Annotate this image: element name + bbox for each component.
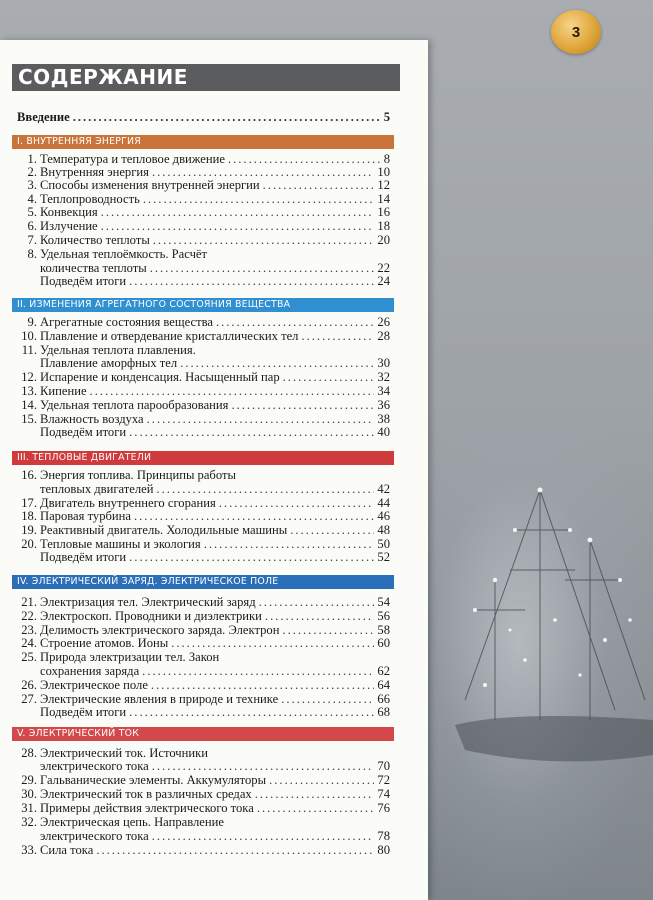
toc-entry[interactable] — [17, 550, 390, 564]
toc-entry-page: 14 — [377, 192, 390, 206]
toc-entry[interactable] — [17, 509, 390, 523]
toc-entry-page: 20 — [377, 233, 390, 247]
toc-entry-title: Электризация тел. Электрический заряд — [40, 595, 256, 609]
toc-entry-title: Тепловые машины и экология — [40, 537, 201, 551]
toc-entry-number: 20. — [21, 537, 37, 551]
toc-entry-title: Подведём итоги — [40, 425, 127, 439]
toc-entry-page: 18 — [377, 219, 390, 233]
toc-entry-page: 40 — [377, 425, 390, 439]
toc-entry-page: 10 — [377, 165, 390, 179]
toc-entry[interactable] — [17, 787, 390, 801]
toc-entry-page: 52 — [377, 550, 390, 564]
toc-entry[interactable] — [17, 496, 390, 510]
toc-intro-page: 5 — [383, 110, 390, 124]
toc-entry[interactable] — [17, 746, 390, 760]
section-header: IV. ЭЛЕКТРИЧЕСКИЙ ЗАРЯД. ЭЛЕКТРИЧЕСКОЕ ПОЛЕ — [12, 575, 394, 589]
toc-entry[interactable] — [17, 523, 390, 537]
toc-entry[interactable] — [17, 274, 390, 288]
toc-entry-page: 58 — [377, 623, 390, 637]
toc-entry-number: 11. — [21, 343, 37, 357]
toc-entry-page: 54 — [377, 595, 390, 609]
toc-entry-number: 32. — [21, 815, 37, 829]
toc-entry-page: 80 — [377, 843, 390, 857]
contents-page — [0, 40, 428, 900]
page-number-badge: 3 — [551, 10, 601, 54]
toc-entry-number: 1. — [27, 152, 37, 166]
toc-entry-page: 74 — [377, 787, 390, 801]
toc-entry-number: 18. — [21, 509, 37, 523]
toc-entry-number: 26. — [21, 678, 37, 692]
toc-entry-title: Кипение — [40, 384, 87, 398]
toc-entry-number: 9. — [27, 315, 37, 329]
toc-entry-title: Подведём итоги — [40, 550, 127, 564]
toc-entry[interactable] — [17, 233, 390, 247]
toc-entry[interactable] — [17, 678, 390, 692]
toc-entry-number: 24. — [21, 636, 37, 650]
toc-entry-number: 19. — [21, 523, 37, 537]
toc-entry[interactable] — [17, 773, 390, 787]
toc-entry[interactable] — [17, 650, 390, 664]
toc-entry-page: 34 — [377, 384, 390, 398]
toc-entry-page: 60 — [377, 636, 390, 650]
toc-entry[interactable] — [17, 537, 390, 551]
toc-entry[interactable] — [17, 152, 390, 166]
toc-entry[interactable] — [17, 247, 390, 261]
toc-entry-page: 26 — [377, 315, 390, 329]
toc-entry-title: Двигатель внутреннего сгорания — [40, 496, 216, 510]
toc-entry-title: Электрическая цепь. Направление — [40, 815, 224, 829]
toc-entry-page: 42 — [377, 482, 390, 496]
toc-entry-title: Электрический ток. Источники — [40, 746, 208, 760]
toc-entry-number: 2. — [27, 165, 37, 179]
toc-entry-number: 28. — [21, 746, 37, 760]
toc-intro-label: Введение — [17, 110, 70, 124]
toc-entry[interactable] — [17, 412, 390, 426]
toc-entry[interactable] — [17, 219, 390, 233]
toc-entry-title: Удельная теплота плавления. — [40, 343, 196, 357]
toc-entry[interactable] — [17, 705, 390, 719]
toc-entry-title: Электрическое поле — [40, 678, 148, 692]
toc-entry-page: 22 — [377, 261, 390, 275]
toc-entry[interactable] — [17, 370, 390, 384]
toc-entry-title: Конвекция — [40, 205, 98, 219]
toc-entry[interactable] — [17, 468, 390, 482]
toc-entry-number: 33. — [21, 843, 37, 857]
toc-entry-title: количества теплоты — [40, 261, 147, 275]
toc-entry[interactable] — [17, 261, 390, 275]
toc-entry-page: 48 — [377, 523, 390, 537]
toc-entry-number: 3. — [27, 178, 37, 192]
toc-entry[interactable] — [17, 829, 390, 843]
section-header: I. ВНУТРЕННЯЯ ЭНЕРГИЯ — [12, 135, 394, 149]
toc-entry[interactable] — [17, 815, 390, 829]
toc-entry-number: 15. — [21, 412, 37, 426]
toc-entry-number: 25. — [21, 650, 37, 664]
toc-entry-page: 36 — [377, 398, 390, 412]
toc-entry[interactable] — [17, 384, 390, 398]
toc-entry-page: 46 — [377, 509, 390, 523]
toc-entry-title: Влажность воздуха — [40, 412, 144, 426]
toc-entry-number: 30. — [21, 787, 37, 801]
toc-entry-title: Гальванические элементы. Аккумуляторы — [40, 773, 267, 787]
toc-entry-title: Испарение и конденсация. Насыщенный пар — [40, 370, 280, 384]
section-header: V. ЭЛЕКТРИЧЕСКИЙ ТОК — [12, 727, 394, 741]
toc-entry-number: 7. — [27, 233, 37, 247]
toc-entry-title: Энергия топлива. Принципы работы — [40, 468, 236, 482]
toc-entry-number: 17. — [21, 496, 37, 510]
toc-entry[interactable] — [17, 801, 390, 815]
toc-entry[interactable] — [17, 843, 390, 857]
toc-entry-page: 56 — [377, 609, 390, 623]
toc-entry[interactable] — [17, 664, 390, 678]
toc-entry-title: сохранения заряда — [40, 664, 140, 678]
toc-entry[interactable] — [17, 595, 390, 609]
toc-entry-page: 68 — [377, 705, 390, 719]
toc-entry-page: 72 — [377, 773, 390, 787]
toc-entry-title: тепловых двигателей — [40, 482, 154, 496]
toc-entry-page: 32 — [377, 370, 390, 384]
toc-entry[interactable] — [17, 315, 390, 329]
toc-entry-number: 4. — [27, 192, 37, 206]
toc-entry-number: 14. — [21, 398, 37, 412]
toc-entry[interactable] — [17, 636, 390, 650]
toc-entry-page: 76 — [377, 801, 390, 815]
toc-entry[interactable] — [17, 356, 390, 370]
toc-entry-title: Количество теплоты — [40, 233, 150, 247]
toc-entry[interactable] — [17, 178, 390, 192]
toc-entry-page: 12 — [377, 178, 390, 192]
toc-entry-title: Внутренняя энергия — [40, 165, 149, 179]
toc-entry[interactable] — [17, 609, 390, 623]
toc-entry-number: 16. — [21, 468, 37, 482]
toc-entry-number: 21. — [21, 595, 37, 609]
toc-entry-title: Электроскоп. Проводники и диэлектрики — [40, 609, 262, 623]
toc-entry-page: 66 — [377, 692, 390, 706]
toc-entry-page: 44 — [377, 496, 390, 510]
toc-entry-title: Электрический ток в различных средах — [40, 787, 252, 801]
section-header: II. ИЗМЕНЕНИЯ АГРЕГАТНОГО СОСТОЯНИЯ ВЕЩЕСТВА — [12, 298, 394, 312]
toc-entry-number: 23. — [21, 623, 37, 637]
toc-entry[interactable] — [17, 192, 390, 206]
toc-intro[interactable] — [17, 110, 390, 124]
toc-entry-title: Агрегатные состояния вещества — [40, 315, 213, 329]
toc-entry-page: 62 — [377, 664, 390, 678]
toc-entry-number: 5. — [27, 205, 37, 219]
toc-entry-page: 78 — [377, 829, 390, 843]
toc-entry-number: 10. — [21, 329, 37, 343]
toc-entry-number: 27. — [21, 692, 37, 706]
toc-entry-page: 28 — [377, 329, 390, 343]
toc-entry-title: Электрические явления в природе и технике — [40, 692, 279, 706]
toc-entry-title: Удельная теплоёмкость. Расчёт — [40, 247, 208, 261]
page-title: СОДЕРЖАНИЕ — [12, 64, 400, 91]
toc-entry-number: 8. — [27, 247, 37, 261]
toc-entry-title: Подведём итоги — [40, 274, 127, 288]
toc-entry[interactable] — [17, 165, 390, 179]
toc-entry[interactable] — [17, 692, 390, 706]
toc-entry-page: 64 — [377, 678, 390, 692]
toc-entry-number: 29. — [21, 773, 37, 787]
toc-entry[interactable] — [17, 482, 390, 496]
toc-entry-title: Способы изменения внутренней энергии — [40, 178, 260, 192]
toc-entry-title: электрического тока — [40, 759, 149, 773]
toc-entry-title: Примеры действия электрического тока — [40, 801, 254, 815]
toc-entry[interactable] — [17, 425, 390, 439]
toc-entry-page: 50 — [377, 537, 390, 551]
toc-entry-title: Плавление аморфных тел — [40, 356, 178, 370]
toc-entry[interactable] — [17, 623, 390, 637]
toc-entry-title: Реактивный двигатель. Холодильные машины — [40, 523, 288, 537]
toc-entry-number: 6. — [27, 219, 37, 233]
toc-entry-title: электрического тока — [40, 829, 149, 843]
toc-entry-title: Сила тока — [40, 843, 94, 857]
toc-entry-title: Делимость электрического заряда. Электрон — [40, 623, 280, 637]
toc-entry-title: Излучение — [40, 219, 98, 233]
toc-entry-page: 8 — [383, 152, 390, 166]
toc-entry[interactable] — [17, 759, 390, 773]
toc-entry-title: Природа электризации тел. Закон — [40, 650, 220, 664]
toc-entry[interactable] — [17, 329, 390, 343]
toc-entry[interactable] — [17, 398, 390, 412]
toc-entry-title: Теплопроводность — [40, 192, 140, 206]
toc-entry-title: Удельная теплота парообразования — [40, 398, 229, 412]
toc-entry-page: 38 — [377, 412, 390, 426]
toc-entry-title: Паровая турбина — [40, 509, 131, 523]
toc-entry-title: Подведём итоги — [40, 705, 127, 719]
toc-entry-page: 16 — [377, 205, 390, 219]
toc-entry-page: 70 — [377, 759, 390, 773]
toc-entry-number: 13. — [21, 384, 37, 398]
toc-entry-number: 31. — [21, 801, 37, 815]
toc-entry-title: Температура и тепловое движение — [40, 152, 225, 166]
toc-entry-page: 30 — [377, 356, 390, 370]
ship-illustration — [455, 470, 653, 800]
toc-entry[interactable] — [17, 343, 390, 357]
toc-entry-page: 24 — [377, 274, 390, 288]
toc-entry[interactable] — [17, 205, 390, 219]
section-header: III. ТЕПЛОВЫЕ ДВИГАТЕЛИ — [12, 451, 394, 465]
toc-entry-number: 12. — [21, 370, 37, 384]
toc-entry-title: Строение атомов. Ионы — [40, 636, 169, 650]
toc-entry-title: Плавление и отвердевание кристаллических тел — [40, 329, 299, 343]
toc-entry-number: 22. — [21, 609, 37, 623]
